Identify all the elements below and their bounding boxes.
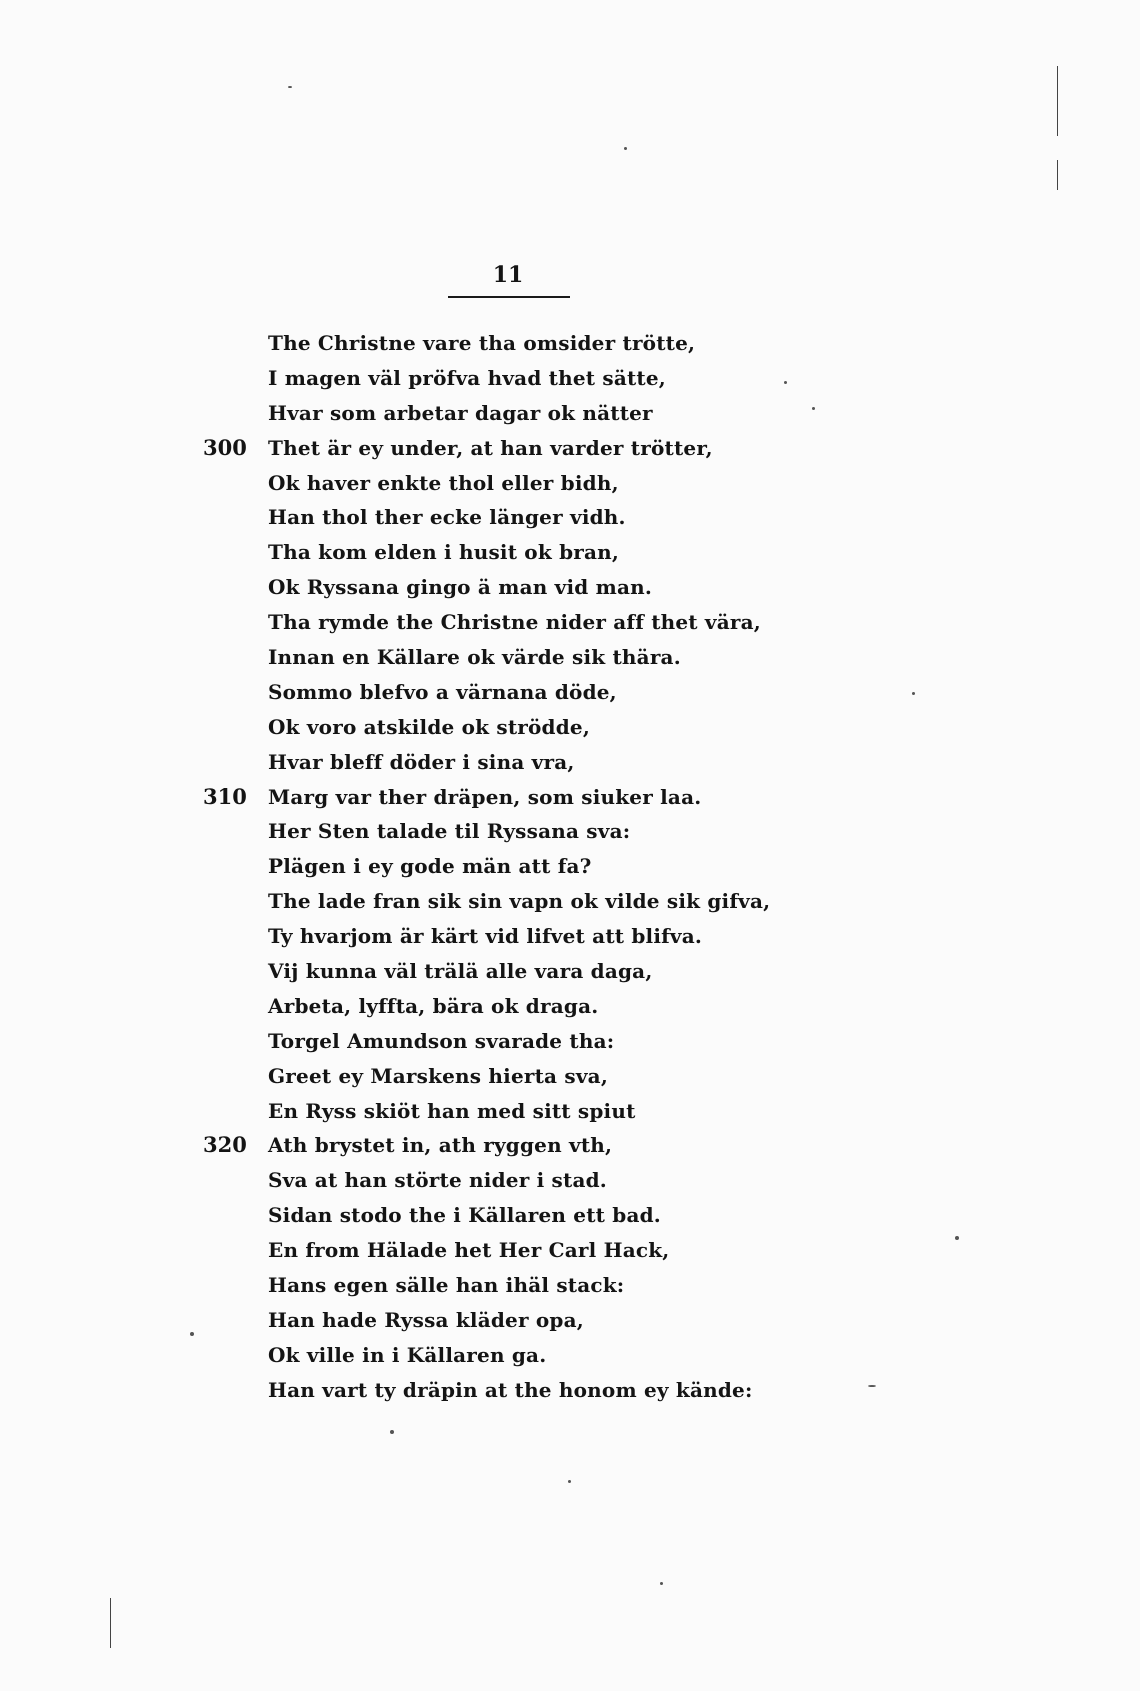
verse-line — [0, 780, 1140, 815]
verse-line — [0, 1163, 1140, 1198]
page-signature: 11 — [492, 262, 524, 288]
verse-line-text: Han vart ty dräpin at the honom ey kände: — [268, 1377, 753, 1402]
verse-line — [0, 1198, 1140, 1233]
scan-edge-mark — [110, 1598, 111, 1648]
verse-line-text: Innan en Källare ok värde sik thära. — [268, 645, 681, 670]
verse-line-text: The Christne vare tha omsider trötte, — [268, 331, 696, 355]
scan-speck — [912, 692, 915, 695]
verse-line-text: Thet är ey under, at han varder trötter, — [268, 435, 713, 460]
signature-rule — [448, 296, 570, 298]
verse-line-text: Ty hvarjom är kärt vid lifvet att blifva. — [268, 924, 703, 949]
verse-line-text: Han hade Ryssa kläder opa, — [268, 1307, 584, 1332]
scan-edge-mark — [1057, 66, 1058, 136]
verse-line — [0, 326, 1140, 361]
scan-speck — [868, 1385, 876, 1387]
verse-line-text: The lade fran sik sin vapn ok vilde sik gifva, — [268, 889, 771, 914]
verse-line-text: Tha kom elden i husit ok bran, — [268, 540, 620, 565]
verse-line — [0, 605, 1140, 640]
verse-line — [0, 396, 1140, 431]
verse-line — [0, 954, 1140, 989]
verse-line-text: Han thol ther ecke länger vidh. — [268, 505, 626, 530]
verse-line — [0, 745, 1140, 780]
verse-line-text: En from Hälade het Her Carl Hack, — [268, 1238, 670, 1263]
verse-line-text: Ath brystet in, ath ryggen vth, — [268, 1133, 613, 1158]
scan-speck — [660, 1582, 663, 1585]
scan-speck — [624, 147, 627, 150]
verse-line — [0, 1128, 1140, 1163]
verse-line — [0, 1338, 1140, 1373]
line-number: 310 — [203, 783, 247, 809]
verse-line — [0, 849, 1140, 884]
verse-line — [0, 1373, 1140, 1408]
verse-line — [0, 884, 1140, 919]
scan-speck — [390, 1430, 394, 1434]
verse-line — [0, 1303, 1140, 1338]
verse-line-text: Ok Ryssana gingo ä man vid man. — [268, 575, 653, 600]
verse-block — [0, 326, 1140, 1408]
scan-speck — [190, 1332, 194, 1336]
verse-line-text: Hvar som arbetar dagar ok nätter — [268, 400, 653, 425]
verse-line-text: Arbeta, lyffta, bära ok draga. — [268, 993, 599, 1018]
verse-line — [0, 710, 1140, 745]
verse-line-text: Plägen i ey gode män att fa? — [268, 854, 592, 879]
verse-line — [0, 431, 1140, 466]
verse-line — [0, 989, 1140, 1024]
verse-line — [0, 535, 1140, 570]
verse-line-text: Vij kunna väl trälä alle vara daga, — [268, 959, 653, 984]
scan-speck — [288, 86, 292, 88]
verse-line-text: Her Sten talade til Ryssana sva: — [268, 819, 631, 844]
line-number: 320 — [203, 1132, 247, 1158]
verse-line — [0, 919, 1140, 954]
verse-line-text: Hvar bleff döder i sina vra, — [268, 749, 575, 774]
verse-line-text: Marg var ther dräpen, som siuker laa. — [268, 784, 702, 809]
verse-line — [0, 466, 1140, 501]
line-number: 300 — [203, 434, 247, 460]
scan-speck — [568, 1480, 571, 1483]
scan-edge-mark — [1057, 160, 1058, 190]
scan-speck — [812, 407, 815, 410]
verse-line-text: Torgel Amundson svarade tha: — [268, 1028, 615, 1053]
verse-line-text: Sidan stodo the i Källaren ett bad. — [268, 1203, 661, 1228]
verse-line — [0, 675, 1140, 710]
verse-line-text: Sommo blefvo a värnana döde, — [268, 679, 617, 704]
verse-line-text: Greet ey Marskens hierta sva, — [268, 1063, 608, 1088]
verse-line — [0, 361, 1140, 396]
verse-line-text: Ok ville in i Källaren ga. — [268, 1342, 547, 1367]
scan-speck — [955, 1236, 959, 1240]
verse-line — [0, 1024, 1140, 1059]
verse-line — [0, 1268, 1140, 1303]
verse-line-text: Ok haver enkte thol eller bidh, — [268, 470, 619, 495]
verse-line-text: Sva at han störte nider i stad. — [268, 1168, 607, 1193]
verse-line — [0, 500, 1140, 535]
verse-line-text: I magen väl pröfva hvad thet sätte, — [268, 365, 666, 390]
verse-line-text: Tha rymde the Christne nider aff thet vära, — [268, 610, 761, 635]
verse-line — [0, 570, 1140, 605]
verse-line — [0, 814, 1140, 849]
verse-line — [0, 1059, 1140, 1094]
verse-line — [0, 640, 1140, 675]
verse-line — [0, 1233, 1140, 1268]
verse-line-text: Hans egen sälle han ihäl stack: — [268, 1273, 625, 1298]
scan-speck — [784, 381, 787, 384]
verse-line — [0, 1094, 1140, 1129]
verse-line-text: En Ryss skiöt han med sitt spiut — [268, 1098, 636, 1123]
verse-line-text: Ok voro atskilde ok strödde, — [268, 714, 591, 739]
